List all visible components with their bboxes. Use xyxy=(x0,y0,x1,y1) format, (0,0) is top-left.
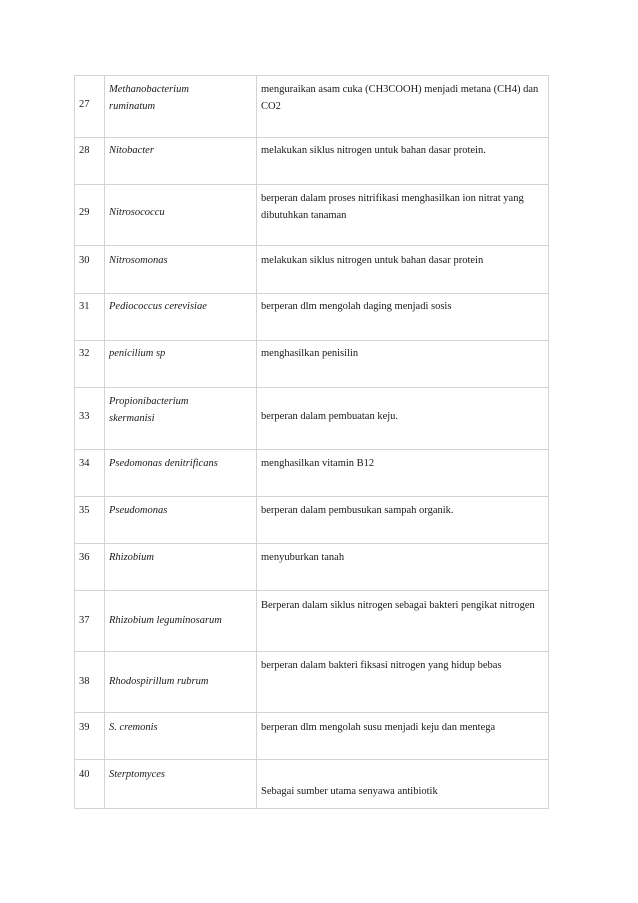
table-row xyxy=(75,294,549,341)
row-number: 32 xyxy=(75,341,105,388)
row-number: 34 xyxy=(75,450,105,497)
table-row xyxy=(75,76,549,138)
row-number: 27 xyxy=(75,76,105,138)
table-row xyxy=(75,652,549,713)
bacteria-role: berperan dalam bakteri fiksasi nitrogen yang hidup bebas xyxy=(257,652,549,713)
bacteria-table xyxy=(74,75,549,809)
bacteria-name: Nitrosomonas xyxy=(105,246,257,294)
bacteria-name: Pediococcus cerevisiae xyxy=(105,294,257,341)
table-row xyxy=(75,185,549,246)
row-number: 31 xyxy=(75,294,105,341)
bacteria-name: penicilium sp xyxy=(105,341,257,388)
table-row xyxy=(75,760,549,809)
row-number: 29 xyxy=(75,185,105,246)
bacteria-name: Propionibacterium skermanisi xyxy=(105,388,257,450)
bacteria-role: melakukan siklus nitrogen untuk bahan dasar protein xyxy=(257,246,549,294)
table-row xyxy=(75,497,549,544)
bacteria-name: S. cremonis xyxy=(105,713,257,760)
table-row xyxy=(75,138,549,185)
row-number: 36 xyxy=(75,544,105,591)
bacteria-role: berperan dlm mengolah susu menjadi keju dan mentega xyxy=(257,713,549,760)
row-number: 33 xyxy=(75,388,105,450)
row-number: 28 xyxy=(75,138,105,185)
bacteria-name: Rhodospirillum rubrum xyxy=(105,652,257,713)
bacteria-name: Psedomonas denitrificans xyxy=(105,450,257,497)
bacteria-role: melakukan siklus nitrogen untuk bahan dasar protein. xyxy=(257,138,549,185)
row-number: 38 xyxy=(75,652,105,713)
bacteria-name: Pseudomonas xyxy=(105,497,257,544)
table-row xyxy=(75,450,549,497)
bacteria-role: menghasilkan penisilin xyxy=(257,341,549,388)
table-row xyxy=(75,591,549,652)
bacteria-name: Sterptomyces xyxy=(105,760,257,809)
bacteria-role: berperan dlm mengolah daging menjadi sosis xyxy=(257,294,549,341)
table-row xyxy=(75,713,549,760)
bacteria-name: Rhizobium leguminosarum xyxy=(105,591,257,652)
bacteria-role: berperan dalam pembuatan keju. xyxy=(257,388,549,450)
bacteria-role: berperan dalam pembusukan sampah organik. xyxy=(257,497,549,544)
row-number: 30 xyxy=(75,246,105,294)
row-number: 37 xyxy=(75,591,105,652)
bacteria-role: menyuburkan tanah xyxy=(257,544,549,591)
bacteria-role: berperan dalam proses nitrifikasi menghasilkan ion nitrat yang dibutuhkan tanaman xyxy=(257,185,549,246)
bacteria-role: menguraikan asam cuka (CH3COOH) menjadi metana (CH4) dan CO2 xyxy=(257,76,549,138)
row-number: 39 xyxy=(75,713,105,760)
table-row xyxy=(75,544,549,591)
bacteria-role: menghasilkan vitamin B12 xyxy=(257,450,549,497)
table-row xyxy=(75,341,549,388)
row-number: 40 xyxy=(75,760,105,809)
bacteria-name: Rhizobium xyxy=(105,544,257,591)
bacteria-role: Sebagai sumber utama senyawa antibiotik xyxy=(257,760,549,809)
table-row xyxy=(75,246,549,294)
bacteria-name: Methanobacterium ruminatum xyxy=(105,76,257,138)
bacteria-role: Berperan dalam siklus nitrogen sebagai bakteri pengikat nitrogen xyxy=(257,591,549,652)
bacteria-name: Nitrosococcu xyxy=(105,185,257,246)
bacteria-name: Nitobacter xyxy=(105,138,257,185)
row-number: 35 xyxy=(75,497,105,544)
table-row xyxy=(75,388,549,450)
